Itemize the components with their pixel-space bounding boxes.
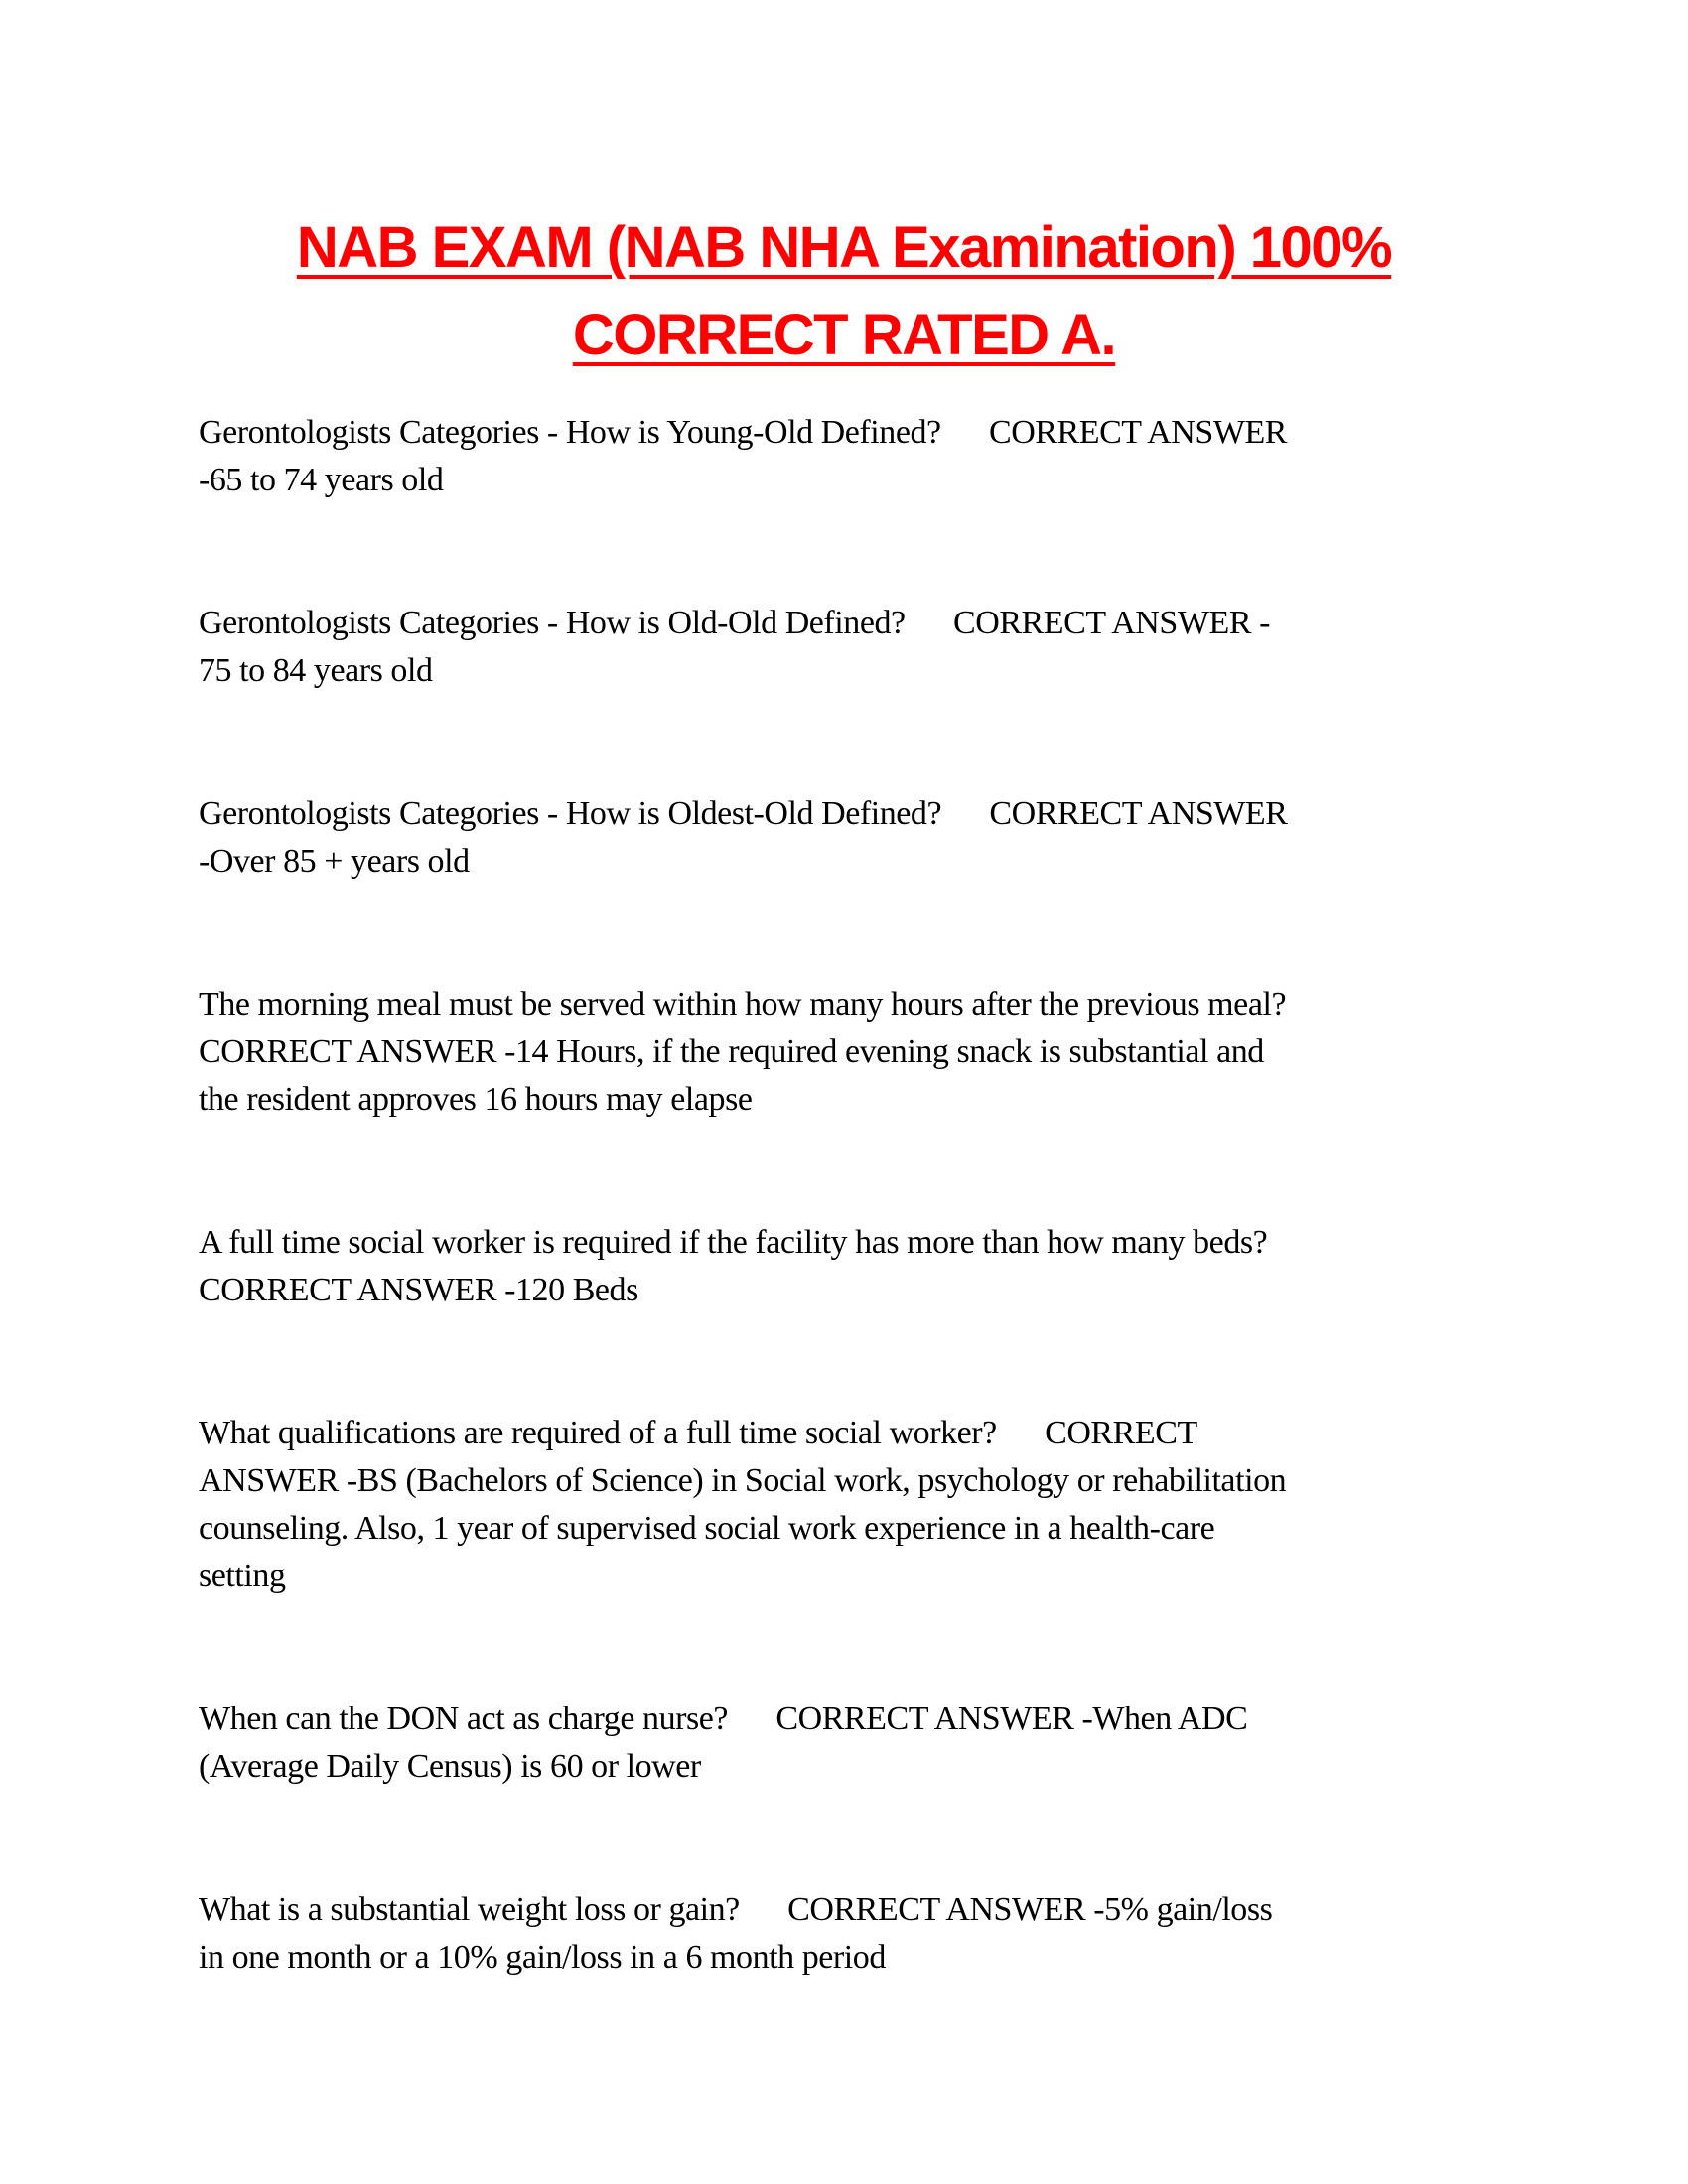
qa-line: 75 to 84 years old [199,652,433,689]
qa-line: the resident approves 16 hours may elapse [199,1081,753,1118]
qa-line: What is a substantial weight loss or gain? CORRECT ANSWER -5% gain/loss [199,1891,1273,1928]
qa-line: When can the DON act as charge nurse? CORRECT ANSWER -When ADC [199,1701,1248,1737]
qa-line: What qualifications are required of a full time social worker? CORRECT [199,1415,1197,1451]
title-text-1: NAB EXAM (NAB NHA Examination) 100% [296,215,1392,280]
title-line-1 [199,205,1489,292]
qa-line: counseling. Also, 1 year of supervised social work experience in a health-care [199,1510,1215,1547]
title-line-2 [199,292,1489,379]
qa-line: CORRECT ANSWER -14 Hours, if the required evening snack is substantial and [199,1033,1264,1070]
qa-entry [199,1696,1509,1791]
qa-line: The morning meal must be served within how many hours after the previous meal? [199,986,1287,1023]
qa-line: in one month or a 10% gain/loss in a 6 month period [199,1939,886,1976]
qa-entry [199,600,1509,695]
qa-entry [199,790,1509,886]
qa-line: Gerontologists Categories - How is Oldest-Old Defined? CORRECT ANSWER [199,795,1288,832]
qa-line: A full time social worker is required if the facility has more than how many beds? [199,1224,1268,1261]
qa-line: Gerontologists Categories - How is Old-Old Defined? CORRECT ANSWER - [199,605,1270,641]
qa-line: (Average Daily Census) is 60 or lower [199,1748,701,1785]
qa-list [199,409,1509,2077]
qa-entry [199,981,1509,1124]
qa-line: ANSWER -BS (Bachelors of Science) in Social work, psychology or rehabilitation [199,1462,1287,1499]
qa-line: setting [199,1558,286,1594]
qa-line: -Over 85 + years old [199,843,470,880]
qa-line: -65 to 74 years old [199,462,444,498]
qa-entry [199,1886,1509,1981]
qa-line: CORRECT ANSWER -120 Beds [199,1272,638,1308]
qa-line: Gerontologists Categories - How is Young-Old Defined? CORRECT ANSWER [199,414,1288,451]
title-text-2: CORRECT RATED A. [572,303,1116,367]
qa-entry [199,409,1509,504]
document-title [199,205,1489,379]
qa-entry [199,1410,1509,1600]
qa-entry [199,1219,1509,1314]
